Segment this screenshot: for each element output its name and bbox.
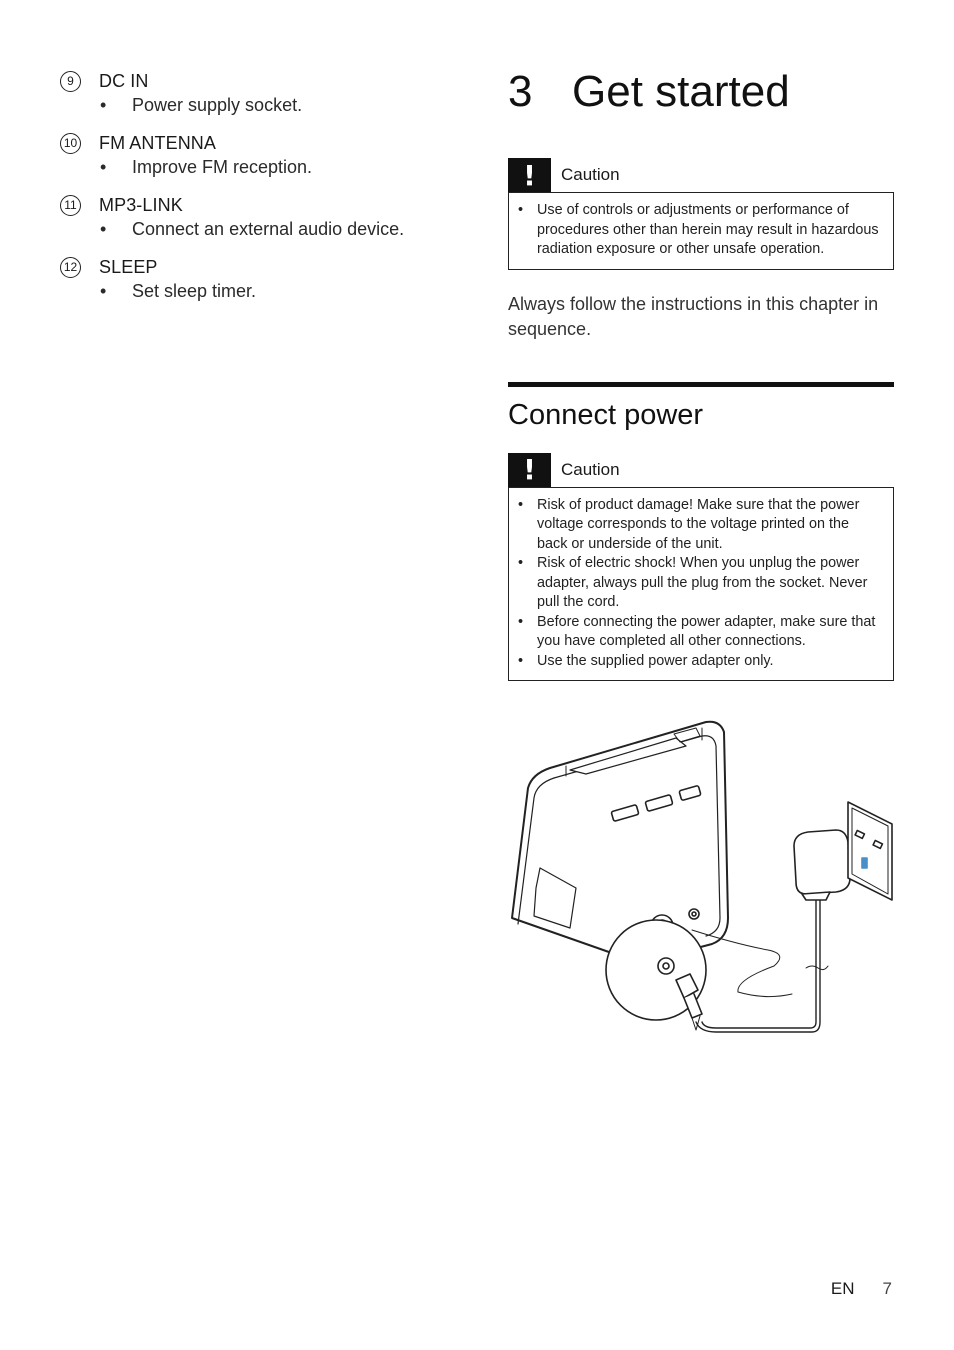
list-item bbox=[60, 130, 460, 178]
list-item bbox=[60, 192, 460, 240]
list-item: • Risk of product damage! Make sure that the power voltage corresponds to the voltage printed on the back or underside of the unit. bbox=[517, 496, 883, 555]
chapter-title: Get started bbox=[572, 67, 790, 116]
list-item: • Before connecting the power adapter, make sure that you have completed all other connections. bbox=[517, 613, 883, 652]
caution-text: Risk of product damage! Make sure that the power voltage corresponds to the voltage printed on the back or underside of the unit. bbox=[537, 496, 860, 552]
item-number-badge: 11 bbox=[60, 195, 81, 216]
item-description: Improve FM reception. bbox=[132, 157, 313, 177]
item-title: FM ANTENNA bbox=[99, 132, 217, 153]
language-label: EN bbox=[830, 1279, 855, 1298]
exclamation-icon: ! bbox=[508, 453, 551, 487]
item-description: Set sleep timer. bbox=[132, 281, 257, 301]
bullet: • bbox=[100, 219, 107, 239]
chapter-number: 3 bbox=[508, 67, 533, 116]
item-description: Connect an external audio device. bbox=[132, 219, 405, 239]
item-title: MP3-LINK bbox=[99, 194, 183, 215]
wall-socket-icon bbox=[848, 802, 892, 900]
bullet: • bbox=[100, 281, 107, 301]
section-divider bbox=[508, 382, 894, 387]
bullet: • bbox=[100, 157, 107, 177]
chapter-heading bbox=[508, 62, 894, 122]
page-footer bbox=[831, 1279, 892, 1299]
item-number-badge: 10 bbox=[60, 133, 81, 154]
caution-box bbox=[508, 487, 894, 682]
list-item bbox=[60, 254, 460, 302]
caution-text: Use the supplied power adapter only. bbox=[537, 652, 774, 669]
list-item: • Use the supplied power adapter only. bbox=[517, 652, 883, 672]
item-description: Power supply socket. bbox=[132, 95, 303, 115]
power-connection-illustration bbox=[506, 718, 896, 1038]
page-number: 7 bbox=[882, 1279, 892, 1298]
bullet: • bbox=[100, 95, 107, 115]
item-number-badge: 12 bbox=[60, 257, 81, 278]
connector-list bbox=[60, 68, 460, 316]
item-number-badge: 9 bbox=[60, 71, 81, 92]
caution-label: Caution bbox=[561, 459, 620, 479]
main-column bbox=[508, 62, 894, 681]
speaker-unit-icon bbox=[512, 722, 728, 965]
section-title: Connect power bbox=[508, 398, 704, 431]
caution-text: Use of controls or adjustments or performance of procedures other than herein may result in hazardous radiation exposure or other unsafe operation. bbox=[537, 202, 879, 257]
caution-block bbox=[508, 158, 894, 270]
list-item bbox=[60, 68, 460, 116]
caution-label: Caution bbox=[561, 165, 620, 184]
caution-text: Risk of electric shock! When you unplug the power adapter, always pull the plug from the socket. Never pull the cord. bbox=[537, 555, 868, 610]
intro-paragraph: Always follow the instructions in this chapter in sequence. bbox=[508, 293, 879, 339]
caution-text: Before connecting the power adapter, make sure that you have completed all other connections. bbox=[537, 613, 876, 649]
exclamation-icon: ! bbox=[508, 158, 551, 192]
list-item: • Risk of electric shock! When you unplug the power adapter, always pull the plug from the socket. Never pull the cord. bbox=[517, 554, 883, 613]
item-title: DC IN bbox=[99, 70, 149, 91]
list-item: • Use of controls or adjustments or performance of procedures other than herein may result in hazardous radiation exposure or other unsafe operation. bbox=[517, 201, 883, 260]
caution-block bbox=[508, 453, 894, 682]
item-title: SLEEP bbox=[99, 256, 158, 277]
dc-in-zoom-callout bbox=[606, 920, 706, 1030]
caution-box bbox=[508, 192, 894, 270]
